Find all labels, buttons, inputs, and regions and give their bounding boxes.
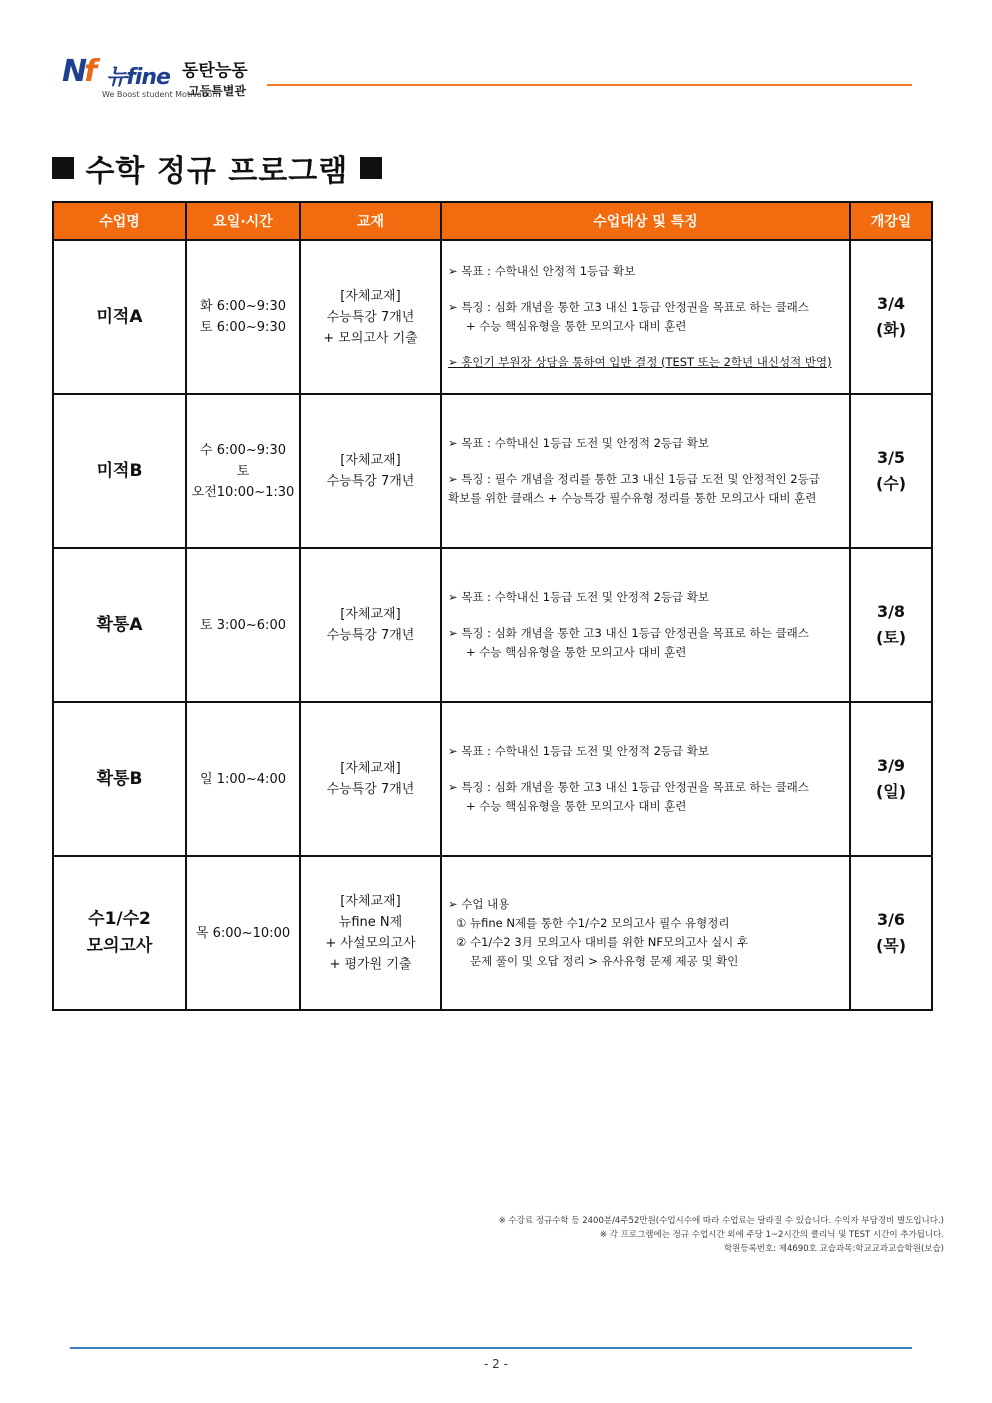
class-name: 수1/수2 bbox=[88, 909, 151, 929]
start-weekday: (토) bbox=[875, 628, 907, 647]
schedule-line: 화 6:00~9:30 bbox=[200, 299, 286, 314]
schedule-cell bbox=[186, 240, 300, 394]
textbook-line: 수능특강 7개년 bbox=[326, 474, 415, 489]
table-row bbox=[53, 548, 932, 702]
col-header-desc: 수업대상 및 특징 bbox=[441, 202, 850, 240]
program-table bbox=[52, 201, 933, 1011]
schedule-cell bbox=[186, 702, 300, 856]
table-header-row bbox=[53, 202, 932, 240]
textbook-cell bbox=[300, 240, 441, 394]
description-cell bbox=[441, 702, 850, 856]
content-heading: ➢ 수업 내용 bbox=[448, 897, 510, 911]
logo-tagline: We Boost student Motivation bbox=[102, 90, 218, 99]
feature-line: 확보를 위한 클래스 + 수능특강 필수유형 정리를 통한 모의고사 대비 훈련 bbox=[448, 491, 817, 505]
textbook-line: [자체교재] bbox=[340, 607, 401, 622]
schedule-cell bbox=[186, 548, 300, 702]
start-date: 3/4 bbox=[876, 294, 906, 313]
class-name: 미적A bbox=[96, 306, 143, 327]
description-cell bbox=[441, 856, 850, 1010]
class-name-cell bbox=[53, 856, 186, 1010]
textbook-cell bbox=[300, 548, 441, 702]
start-weekday: (목) bbox=[875, 936, 907, 955]
logo-f-letter: f bbox=[84, 54, 95, 89]
class-name: 모의고사 bbox=[86, 936, 153, 956]
goal-line: ➢ 목표 : 수학내신 안정적 1등급 확보 bbox=[448, 264, 636, 278]
textbook-line: [자체교재] bbox=[340, 453, 401, 468]
start-date-cell bbox=[850, 856, 932, 1010]
table-row bbox=[53, 394, 932, 548]
class-name-cell bbox=[53, 240, 186, 394]
textbook-line: [자체교재] bbox=[340, 894, 401, 909]
feature-line: + 수능 핵심유형을 통한 모의고사 대비 훈련 bbox=[466, 319, 687, 333]
table-row bbox=[53, 856, 932, 1010]
col-header-time: 요일·시간 bbox=[186, 202, 300, 240]
class-name-cell bbox=[53, 548, 186, 702]
clinic-note: ※ 각 프로그램에는 정규 수업시간 외에 주당 1~2시간의 클리닉 및 TEST 시간이 추가됩니다. bbox=[599, 1230, 944, 1240]
schedule-line: 오전10:00~1:30 bbox=[191, 484, 295, 500]
textbook-line: [자체교재] bbox=[340, 761, 401, 776]
page-title bbox=[52, 146, 382, 190]
schedule-cell bbox=[186, 856, 300, 1010]
content-item: ② 수1/수2 3月 모의고사 대비를 위한 NF모의고사 실시 후 bbox=[456, 935, 749, 949]
col-header-class: 수업명 bbox=[53, 202, 186, 240]
description-cell bbox=[441, 394, 850, 548]
class-name: 확통A bbox=[96, 614, 143, 635]
class-name: 확통B bbox=[96, 768, 143, 789]
feature-line: + 수능 핵심유형을 통한 모의고사 대비 훈련 bbox=[466, 799, 687, 813]
start-weekday: (일) bbox=[875, 782, 907, 801]
consult-note: ➢ 홍인기 부원장 상담을 통하여 입반 결정 (TEST 또는 2학년 내신성적 반영) bbox=[448, 355, 832, 369]
logo-n-letter: N bbox=[62, 54, 85, 89]
textbook-cell bbox=[300, 394, 441, 548]
footnotes bbox=[499, 1214, 944, 1256]
start-date-cell bbox=[850, 240, 932, 394]
tuition-note: ※ 수강료 정규수학 등 2400분/4주52만원(수업시수에 따라 수업료는 달라질 수 있습니다. 수익자 부담경비 별도입니다.) bbox=[498, 1216, 944, 1226]
schedule-cell bbox=[186, 394, 300, 548]
schedule-line: 토 6:00~9:30 bbox=[200, 320, 286, 335]
start-date: 3/6 bbox=[876, 910, 906, 929]
schedule-line: 목 6:00~10:00 bbox=[195, 925, 291, 941]
textbook-line: + 사설모의고사 bbox=[325, 936, 416, 951]
logo-nf-mark bbox=[62, 54, 94, 89]
start-date-cell bbox=[850, 702, 932, 856]
textbook-cell bbox=[300, 856, 441, 1010]
branch-name: 동탄능동 bbox=[182, 61, 248, 81]
feature-line: ➢ 특징 : 심화 개념을 통한 고3 내신 1등급 안정권을 목표로 하는 클래스 bbox=[448, 780, 809, 794]
schedule-line: 토 bbox=[236, 463, 250, 479]
goal-line: ➢ 목표 : 수학내신 1등급 도전 및 안정적 2등급 확보 bbox=[448, 744, 710, 758]
feature-line: ➢ 특징 : 필수 개념을 정리를 통한 고3 내신 1등급 도전 및 안정적인 2등급 bbox=[448, 472, 820, 486]
textbook-line: + 모의고사 기출 bbox=[323, 330, 418, 346]
textbook-line: [자체교재] bbox=[340, 288, 401, 304]
title-square-icon bbox=[52, 157, 74, 179]
textbook-line: 수능특강 7개년 bbox=[326, 628, 415, 643]
registration-note: 학원등록번호: 제4690호 교습과목:학교교과교습학원(보습) bbox=[723, 1244, 944, 1254]
feature-line: + 수능 핵심유형을 통한 모의고사 대비 훈련 bbox=[466, 645, 687, 659]
class-name: 미적B bbox=[96, 460, 143, 481]
schedule-line: 토 3:00~6:00 bbox=[200, 617, 286, 633]
start-weekday: (수) bbox=[875, 474, 907, 493]
feature-line: ➢ 특징 : 심화 개념을 통한 고3 내신 1등급 안정권을 목표로 하는 클래스 bbox=[448, 300, 809, 314]
textbook-line: 수능특강 7개년 bbox=[326, 782, 415, 797]
start-date: 3/8 bbox=[876, 602, 906, 621]
start-date: 3/9 bbox=[876, 756, 906, 775]
logo-wordmark: 뉴fine bbox=[106, 65, 170, 90]
title-square-icon bbox=[360, 157, 382, 179]
col-header-open: 개강일 bbox=[850, 202, 932, 240]
textbook-line: 수능특강 7개년 bbox=[326, 309, 415, 325]
goal-line: ➢ 목표 : 수학내신 1등급 도전 및 안정적 2등급 확보 bbox=[448, 590, 710, 604]
start-weekday: (화) bbox=[875, 320, 907, 339]
start-date-cell bbox=[850, 394, 932, 548]
title-text: 수학 정규 프로그램 bbox=[85, 154, 349, 189]
textbook-line: 뉴fine N제 bbox=[338, 915, 403, 930]
textbook-cell bbox=[300, 702, 441, 856]
class-name-cell bbox=[53, 394, 186, 548]
table-row bbox=[53, 702, 932, 856]
content-item: 문제 풀이 및 오답 정리 > 유사유형 문제 제공 및 확인 bbox=[470, 954, 739, 968]
table-row bbox=[53, 240, 932, 394]
description-cell bbox=[441, 548, 850, 702]
page-header bbox=[62, 52, 922, 102]
content-item: ① 뉴fine N제를 통한 수1/수2 모의고사 필수 유형정리 bbox=[456, 916, 730, 930]
schedule-line: 일 1:00~4:00 bbox=[200, 771, 286, 787]
textbook-line: + 평가원 기출 bbox=[329, 957, 412, 972]
start-date: 3/5 bbox=[876, 448, 906, 467]
schedule-line: 수 6:00~9:30 bbox=[200, 442, 286, 458]
col-header-book: 교재 bbox=[300, 202, 441, 240]
page-number: - 2 - bbox=[484, 1357, 508, 1371]
start-date-cell bbox=[850, 548, 932, 702]
goal-line: ➢ 목표 : 수학내신 1등급 도전 및 안정적 2등급 확보 bbox=[448, 436, 710, 450]
branch-subname: 고등특별관 bbox=[188, 84, 246, 98]
class-name-cell bbox=[53, 702, 186, 856]
description-cell bbox=[441, 240, 850, 394]
feature-line: ➢ 특징 : 심화 개념을 통한 고3 내신 1등급 안정권을 목표로 하는 클래스 bbox=[448, 626, 809, 640]
header-divider bbox=[267, 84, 912, 86]
footer-divider bbox=[70, 1347, 912, 1349]
